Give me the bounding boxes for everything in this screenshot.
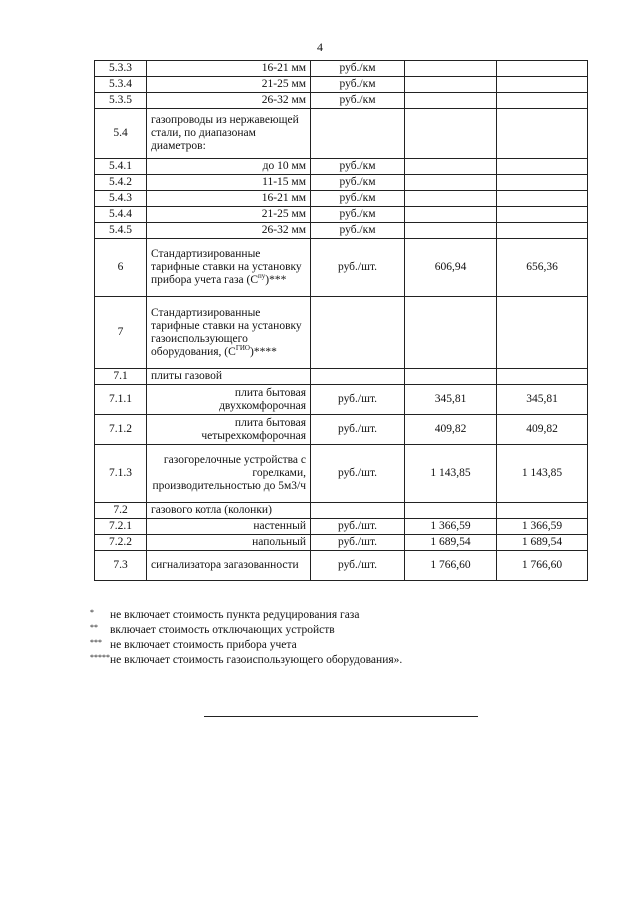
row-name: сигнализатора загазованности	[147, 551, 311, 581]
table-row	[95, 535, 588, 551]
row-name: настенный	[147, 519, 311, 535]
row-number: 5.3.4	[95, 77, 147, 93]
table-row	[95, 239, 588, 297]
footnote-mark: ***	[90, 638, 102, 647]
row-number: 7.2	[95, 503, 147, 519]
footnote	[90, 638, 570, 653]
row-value-1	[405, 297, 497, 369]
row-name: 16-21 мм	[147, 191, 311, 207]
row-value-2	[497, 93, 588, 109]
row-value-2: 1 689,54	[497, 535, 588, 551]
row-name: напольный	[147, 535, 311, 551]
row-value-1: 1 766,60	[405, 551, 497, 581]
row-value-1	[405, 77, 497, 93]
row-name: 26-32 мм	[147, 223, 311, 239]
table-row	[95, 385, 588, 415]
row-value-2: 1 143,85	[497, 445, 588, 503]
row-number: 7.3	[95, 551, 147, 581]
row-unit: руб./км	[311, 175, 405, 191]
row-name: плита бытовая двухкомфорочная	[147, 385, 311, 415]
row-value-1	[405, 369, 497, 385]
row-value-2	[497, 369, 588, 385]
tariff-table	[94, 60, 588, 581]
row-value-1	[405, 61, 497, 77]
footnote	[90, 608, 570, 623]
row-value-1	[405, 93, 497, 109]
row-number: 7.1.2	[95, 415, 147, 445]
row-name: 16-21 мм	[147, 61, 311, 77]
row-name-text: Стандартизированные тарифные ставки на установку прибора учета газа (С	[151, 248, 302, 286]
row-value-2	[497, 191, 588, 207]
row-unit: руб./шт.	[311, 415, 405, 445]
row-value-2	[497, 175, 588, 191]
footnote-mark: **	[90, 623, 98, 632]
footnote-text: не включает стоимость прибора учета	[110, 639, 297, 651]
row-value-2: 656,36	[497, 239, 588, 297]
row-value-1: 409,82	[405, 415, 497, 445]
page-number: 4	[317, 40, 323, 54]
row-unit: руб./шт.	[311, 551, 405, 581]
row-name: 21-25 мм	[147, 77, 311, 93]
row-value-2	[497, 297, 588, 369]
table-row	[95, 191, 588, 207]
row-name: газового котла (колонки)	[147, 503, 311, 519]
row-number: 7.1	[95, 369, 147, 385]
footnotes	[90, 608, 570, 668]
row-value-1	[405, 159, 497, 175]
row-name: газогорелочные устройства с горелками, производительностью до 5м3/ч	[147, 445, 311, 503]
row-number: 5.4.1	[95, 159, 147, 175]
row-unit: руб./км	[311, 223, 405, 239]
row-number: 5.4.3	[95, 191, 147, 207]
row-unit	[311, 109, 405, 159]
row-value-1	[405, 223, 497, 239]
row-name-superscript: пу	[258, 272, 266, 281]
table-row	[95, 77, 588, 93]
row-number: 6	[95, 239, 147, 297]
row-number: 5.4.2	[95, 175, 147, 191]
row-unit: руб./шт.	[311, 445, 405, 503]
row-unit	[311, 297, 405, 369]
row-unit: руб./шт.	[311, 239, 405, 297]
footnote-text: не включает стоимость пункта редуцирования газа	[110, 609, 360, 621]
row-number: 5.3.3	[95, 61, 147, 77]
row-value-1	[405, 207, 497, 223]
row-value-2: 345,81	[497, 385, 588, 415]
row-number: 7.2.2	[95, 535, 147, 551]
row-name: плита бытовая четырехкомфорочная	[147, 415, 311, 445]
row-unit: руб./км	[311, 159, 405, 175]
table-row	[95, 445, 588, 503]
footnote	[90, 623, 570, 638]
footnote-mark: *	[90, 608, 94, 617]
row-value-2	[497, 159, 588, 175]
row-value-2: 1 366,59	[497, 519, 588, 535]
row-value-1	[405, 191, 497, 207]
footnote	[90, 653, 570, 668]
row-value-2	[497, 223, 588, 239]
signature-line	[204, 716, 478, 717]
table-row	[95, 503, 588, 519]
row-name: 21-25 мм	[147, 207, 311, 223]
row-unit: руб./шт.	[311, 519, 405, 535]
row-number: 5.4.5	[95, 223, 147, 239]
row-name-suffix: )***	[265, 274, 287, 286]
row-number: 5.4	[95, 109, 147, 159]
row-number: 7.1.3	[95, 445, 147, 503]
row-number: 7.1.1	[95, 385, 147, 415]
table-row	[95, 369, 588, 385]
table-row	[95, 159, 588, 175]
row-name	[147, 239, 311, 297]
footnote-text: не включает стоимость газоиспользующего оборудования».	[110, 654, 403, 666]
table-row	[95, 207, 588, 223]
row-value-2	[497, 207, 588, 223]
row-value-2	[497, 77, 588, 93]
row-unit	[311, 369, 405, 385]
row-value-2	[497, 109, 588, 159]
table-row	[95, 415, 588, 445]
footnote-mark: *****	[90, 653, 110, 662]
row-value-1	[405, 109, 497, 159]
row-value-2: 1 766,60	[497, 551, 588, 581]
table-row	[95, 61, 588, 77]
row-value-2	[497, 503, 588, 519]
table-row	[95, 519, 588, 535]
row-unit: руб./шт.	[311, 535, 405, 551]
row-value-2	[497, 61, 588, 77]
row-number: 5.4.4	[95, 207, 147, 223]
row-name: 26-32 мм	[147, 93, 311, 109]
row-name	[147, 297, 311, 369]
row-number: 5.3.5	[95, 93, 147, 109]
row-name-text: Стандартизированные тарифные ставки на установку газоиспользующего оборудования, (С	[151, 306, 302, 358]
footnote-text: включает стоимость отключающих устройств	[110, 624, 335, 636]
table-row	[95, 93, 588, 109]
row-value-1: 1 143,85	[405, 445, 497, 503]
row-unit	[311, 503, 405, 519]
row-name-superscript: ГИО	[235, 343, 250, 352]
row-number: 7.2.1	[95, 519, 147, 535]
row-value-1: 1 689,54	[405, 535, 497, 551]
row-name-suffix: )****	[249, 345, 277, 358]
row-name: плиты газовой	[147, 369, 311, 385]
row-unit: руб./км	[311, 77, 405, 93]
table-row	[95, 223, 588, 239]
table-row	[95, 109, 588, 159]
row-unit: руб./шт.	[311, 385, 405, 415]
row-name: до 10 мм	[147, 159, 311, 175]
row-value-1: 345,81	[405, 385, 497, 415]
table-row	[95, 297, 588, 369]
row-unit: руб./км	[311, 93, 405, 109]
row-unit: руб./км	[311, 207, 405, 223]
row-value-1: 1 366,59	[405, 519, 497, 535]
row-name: 11-15 мм	[147, 175, 311, 191]
row-value-1	[405, 175, 497, 191]
row-value-2: 409,82	[497, 415, 588, 445]
row-name: газопроводы из нержавеющей стали, по диапазонам диаметров:	[147, 109, 311, 159]
table-row	[95, 175, 588, 191]
row-unit: руб./км	[311, 61, 405, 77]
row-number: 7	[95, 297, 147, 369]
row-unit: руб./км	[311, 191, 405, 207]
row-value-1: 606,94	[405, 239, 497, 297]
row-value-1	[405, 503, 497, 519]
table-row	[95, 551, 588, 581]
